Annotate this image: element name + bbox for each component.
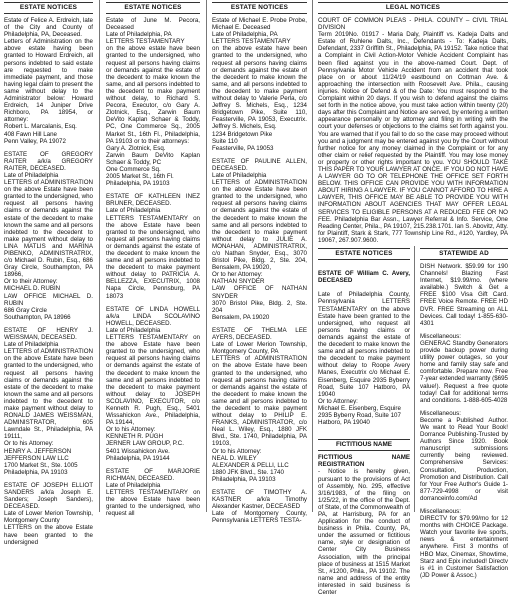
column-divider bbox=[99, 0, 100, 512]
estate-notice: ESTATE OF KATHLEEN INEZ BRUNER, DECEASED. Late of Philadelphia LETTERS TESTAMENTARY on the above Estate have been granted to the undersigned, who request all persons having claims or demands against the estate of the decedent to make known the same and all persons indebted to the decedent to make payment without delay to PATRICIA A. BELLEZZA, EXECUTRIX, 1008 Napa Circle, Pennsburg, PA 18073 bbox=[106, 193, 200, 300]
estate-notice: ESTATE OF MARJORIE RICHMAN, DECEASED. Late of Philadelphia LETTERS TESTAMENTARY on the above Estate have been granted to the undersigned, who request all bbox=[106, 467, 200, 518]
fictitious-name-notice: - Notice is hereby given, pursuant to the provisions of Act of Assembly, No. 295, effective 3/16/1983, of the filing on 1/25/22, in the office of the Dept. of State, of the Commonwealth of PA, at Harrisburg, PA for an Application for the conduct of business in Phila. County, PA, under the assumed or fictitious name, style or designation of Center City Business Association, with the principal place of business at 1515 Market St., #1200, Phila., PA 19102. The name and address of the entity interested in said business is Center bbox=[318, 468, 410, 596]
estate-notice: ESTATE OF HENRY J. WEISSMAN, DECEASED. Late of Philadelphia LETTERS of ADMINISTRATION on the above Estate have been granted to the undersigned, who request all persons having claims or demands against the estate of the decedent to make known the same and all persons indebted to the decedent to make payment without delay to RONALD JAMES WEISSMAN, ADMINISTRATOR, 605 Lawndale St., Philadelphia, PA 19111, Or to his Attorney: HENRY A. JEFFERSON JEFFERSON LAW LLC 1700 Market St., Ste. 1005 Philadelphia, PA 19103 bbox=[4, 326, 93, 476]
estate-notice: Estate of June M. Pecora, Deceased Late of Philadelphia, PA LETTERS TESTAMENTARY on the above estate have been granted to the undersigned, who request all persons having claims or demands against the estate of the decedent to make known the same, and all persons indebted to the decedent to make payment without delay, to Richard S. Pecora, Executor, c/o Gary A. Zlotnick, Esq., Zarwin Baum DeVito Kaplan Schaer & Toddy, PC, One Commerce Sq., 2005 Market St., 16th Fl., Philadelphia, PA 19103 or to their attorneys: Gary A. Zlotnick, Esq. Zarwin Baum DeVito Kaplan Schaer & Toddy, PC One Commerce Sq. 2005 Market St., 16th Fl. Philadelphia, PA 19103 bbox=[106, 17, 200, 188]
estate-notice: ESTATE OF JOSEPH ELLIOT SANDERS a/k/a Joseph E. Sanders; Joseph Sanders), DECEASED. Late of Lower Merion Township, Montgomery County LETTERS on the above Estate have been granted to the undersigned bbox=[4, 481, 93, 546]
estate-notices-column-3 bbox=[210, 0, 309, 525]
section-header: STATEWIDE AD bbox=[420, 248, 508, 260]
column-divider bbox=[206, 0, 207, 512]
section-header: FICTITIOUS NAME bbox=[318, 439, 410, 451]
estate-notice: ESTATE OF TIMOTHY A. KASTNER a/k/a Timothy Alexander Kastner, DECEASED Late of Montgomery County, Pennsylvania LETTERS TESTA- bbox=[212, 489, 307, 525]
column-divider bbox=[312, 0, 313, 512]
estate-notices-column-1 bbox=[2, 0, 95, 546]
classified-ad: Miscellaneous: Become a Published Author. We want to Read Your Book! Dorrance Publishing-Trusted by Authors Since 1920. Book manuscript submissions currently being reviewed. Comprehensive Services: Consultation, Production, Promotion and Distribution. Call for Your Free Author's Guide 1-877-729-4998 or visit dorranceinfo.com/Ad bbox=[420, 409, 508, 502]
estate-notice: ESTATE OF GREGORY RAITER a/k/a GREGORY RAITER, DECEASED. Late of Philadelphia LETTERS of ADMINISTRATION on the above Estate have been granted to the undersigned, who request all persons having claims or demands against the estate of the decedent to make known the same and all persons indebted to the decedent to make payment without delay to LINA MATLIS and MARINA PIBENKO, ADMINISTRATRIX, c/o Michael D. Rubin, Esq., 686 Gray Circle, Southampton, PA 18966, Or to their Attorney: MICHAEL D. RUBIN LAW OFFICE MICHAEL D. RUBIN 686 Gray Circle Southampton, PA 18966 bbox=[4, 150, 93, 321]
section-header: ESTATE NOTICES bbox=[4, 2, 93, 14]
section-header: ESTATE NOTICES bbox=[212, 2, 307, 14]
classified-ad: DISH Network. $59.99 for 190 Channels! Blazing Fast Internet, $19.99/mo. (where available.) Switch & Get a FREE $100 Visa Gift Card. FREE Voice Remote. FREE HD DVR. FREE Streaming on ALL Devices. Call today! 1-855-630-4301 bbox=[420, 263, 508, 327]
estate-notice: ESTATE OF LINDA HOWELL a/k/a LINDA SCOLAVINO HOWELL, DECEASED. Late of Philadelphia LETTERS TESTAMENTARY on the above Estate have been granted to the undersigned, who request all persons having claims or demands against the estate of the decedent to make known the same and all persons indebted to the decedent to make payment without delay to JOSEPH SCOLAVINO, EXECUTOR, c/o Kenneth R. Pugh, Esq., 5401 Wissahickon Ave., Philadelphia, PA 19144, Or to his Attorney: KENNETH R. PUGH JERNER LAW GROUP, P.C. 5401 Wissahickon Ave. Philadelphia, PA 19144 bbox=[106, 305, 200, 462]
estate-notice: ESTATE OF THELMA LEE AYERS, DECEASED. Late of Lower Merion Township, Montgomery County, PA LETTERS of ADMINISTRATION on the above Estate have been granted to the undersigned, who request all persons having claims or demands against the estate of the decedent to make known the same and all persons indebted to the decedent to make payment without delay to PHILIP E. FRANKS, ADMINISTRATOR, c/o Neal L. Wiley, Esq., 1880 JFK Blvd., Ste. 1740, Philadelphia, PA 19103, Or to his Attorney: NEAL D. WILEY ALEXANDER & PELLI, LLC 1880 JFK Blvd., Ste. 1740 Philadelphia, PA 19103 bbox=[212, 326, 307, 483]
estate-body: Late of Philadelphia County, Pennsylvania LETTERS TESTAMENTARY on the above Estate have been granted to the undersigned, who request all persons having claims or demands against the estate of the decedent to make known the same and all persons indebted to the decedent to make payment without delay to Roope Avery Manes, Executrix c/o Michael E. Eisenberg, Esquire 2935 Byberry Road, Suite 107 Hatboro, PA 19040 Or to Attorney: Michael E. Eisenberg, Esquire 2935 Byberry Road, Suite 107 Hatboro, PA 19040 bbox=[318, 291, 410, 427]
estate-notice: Estate of Michael E. Probe Probe, Michael E. Deceased Late of Philadelphia, PA LETTERS TESTAMENTARY on the above estate have been granted to the undersigned, who request all persons having claims or demands against the estate of the decedent to make known the same, and all persons indebted to the decedent to make payment without delay to Valerie Perla, c/o Jeffrey S. Michels, Esq., 1234 Bridgetown Pike, Suite 110, Feasterville, PA 19053, Executrix. Jeffrey S. Michels, Esq. 1234 Bridgetown Pike Suite 110 Feasterville, PA 19053 bbox=[212, 17, 307, 152]
section-header: ESTATE NOTICES bbox=[318, 248, 410, 260]
section-header: ESTATE NOTICES bbox=[106, 2, 200, 14]
estate-notices-column-2 bbox=[104, 0, 202, 518]
classified-ad: Miscellaneous: GENERAC Standby Generators provide backup power during utility power outages, so your home and family stay safe and comfortable. Prepare now. Free 7-year extended warranty ($695 value!). Request a free quote today! Call for additional terms and conditions. 1-888-605-4028 bbox=[420, 332, 508, 404]
estate-notice bbox=[318, 263, 410, 433]
column-divider bbox=[414, 246, 415, 512]
section-header: LEGAL NOTICES bbox=[318, 2, 508, 14]
estate-notices-column-4 bbox=[316, 246, 412, 596]
estate-notice: Estate of Felice A. Erdreich, late of the City and County of Philadelphia, PA, Deceased. Letters of Administration on the above estate having been granted to Howard Erdreich, all persons indebted to said estate are requested to make immediate payment, and those having legal claim to present the same without delay to the Administrator below: Howard Erdreich, 14 Juniper Drive Richboro, PA 18954, or attorney: Robert L. Marcalanis, Esq. 408 Fawn Hill Lane Penn Valley, PA 19072 bbox=[4, 17, 93, 145]
legal-notices-section bbox=[316, 0, 510, 250]
court-notice: COURT OF COMMON PLEAS - PHILA. COUNTY – CIVIL TRIAL DIVISION Term 2019No. 01917 - Maria Daly, Plaintiff vs. Kadeja Dalts and Estate of Ruhlene Dalts, Inc., Defendants - To: Kadeja Dalts, Defendant, 2337 Griffith St., Philadelphia, PA 19152. Take notice that a Complaint in Civil Action-Motor Vehicle Accident Complaint has been filed against you in the above-named Court. Dept. of Pennsylvania Motor Vehicle Accident from an accident that took place on or about 11/24/19 eastbound on Cottman Ave. & approaching the intersection with Roosevelt Ave. Phila., causing injuries. Notice of Defend & of the Date: You must respond to the Complaint within 20 days. If you wish to defend against the claims set forth in the notice above, you must take action within twenty (20) days after this Complaint and Notice are served, by entering a written appearance personally or by attorney and filing in writing with the court your defenses or objections to the claims set forth against you. You are warned that if you fail to do so the case may proceed without you and a judgment may be entered against you by the Court without further notice for any money claimed in the Complaint or for any other claim or relief requested by the Plaintiff. You may lose money or property or other rights important to you. YOU SHOULD TAKE THIS PAPER TO YOUR LAWYER AT ONCE. IF YOU DO NOT HAVE A LAWYER GO TO OR TELEPHONE THE OFFICE SET FORTH BELOW. THIS OFFICE CAN PROVIDE YOU WITH INFORMATION ABOUT HIRING A LAWYER. IF YOU CANNOT AFFORD TO HIRE A LAWYER, THIS OFFICE MAY BE ABLE TO PROVIDE YOU WITH INFORMATION ABOUT AGENCIES THAT MAY OFFER LEGAL SERVICES TO ELIGIBLE PERSONS AT A REDUCED FEE OR NO FEE. Philadelphia Bar Assn., Lawyer Referral & Info. Service, One Reading Center, Phila., PA 19107, 215.238.1701. Ian S. Abovitz, Atty. for Plaintiff, Stark & Stark, 777 Township Line Rd., #120, Yardley, PA 19067, 267.907.9600. bbox=[318, 17, 508, 244]
fictitious-name-title: FICTITIOUS NAME REGISTRATION bbox=[318, 454, 410, 469]
classified-ad: Miscellaneous: DIRECTV for $79.99/mo for 12 months with CHOICE Package. Watch your favorite live sports, news & entertainment anywhere. First 3 months of HBO Max, Cinemax, Showtime, Starz and Epix included! Directv is #1 in Customer Satisfaction (JD Power & Assoc.) bbox=[420, 508, 508, 579]
estate-name: ESTATE OF William C. Avery, DECEASED bbox=[318, 270, 410, 285]
statewide-ads-column bbox=[418, 246, 510, 579]
estate-notice: ESTATE OF PAULINE ALLEN, DECEASED. Late of Philadelphia LETTERS of ADMINISTRATION on the above Estate have been granted to the undersigned, who request all persons having claims or demands against the estate of the decedent to make known the same and all persons indebted to the decedent to make payment without delay to JULIE A. MONAHAN, ADMINISTRATRIX, c/o Nathan Snyder, Esq., 3070 Bristol Pike, Bldg. 2, Ste. 204, Bensalem, PA 19020, Or to her Attorney: NATHAN SNYDER LAW OFFICE OF NATHAN SNYDER 3070 Bristol Pike, Bldg. 2, Ste. 204 Bensalem, PA 19020 bbox=[212, 157, 307, 321]
